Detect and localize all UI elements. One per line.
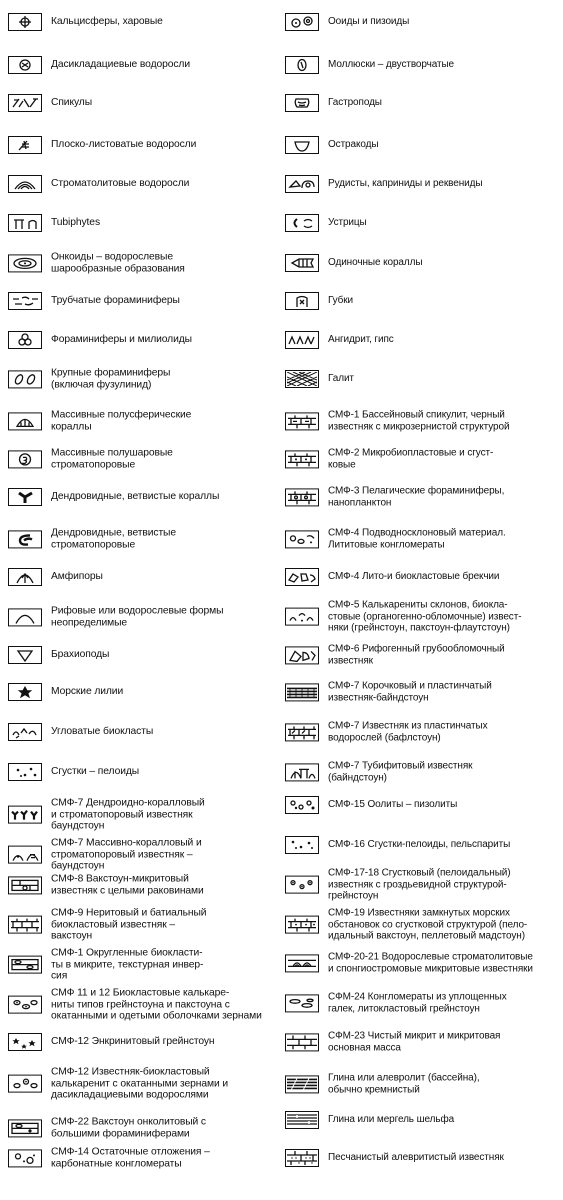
legend-entry	[285, 485, 561, 508]
legend-entry	[8, 723, 284, 741]
shelf-clay-icon	[285, 1111, 319, 1129]
legend-entry-label: Крупные фораминиферы (включая фузулинид)	[51, 367, 171, 390]
legend-entry	[285, 527, 561, 550]
ostracod-icon	[285, 136, 319, 154]
legend-entry-label: СМФ-22 Вакстоун онколитовый с большими фораминиферами	[51, 1116, 206, 1139]
calcisphere-icon	[8, 13, 42, 31]
legend-entry	[285, 175, 561, 193]
smf2-icon	[285, 450, 319, 468]
brachiopod-icon	[8, 646, 42, 664]
legend-entry	[8, 214, 284, 232]
legend-entry-label: СМФ-9 Неритовый и батиальный биокластовый известняк – вакстоун	[51, 907, 207, 942]
smf20-21-icon	[285, 954, 319, 972]
smf14-icon	[8, 1149, 42, 1167]
legend-entry	[285, 720, 561, 743]
legend-entry	[285, 409, 561, 432]
smf6-icon	[285, 646, 319, 664]
legend-entry-label: Амфипоры	[51, 571, 103, 583]
legend-entry-label: Остракоды	[328, 139, 379, 151]
legend-entry-label: СМФ-17-18 Сгустковый (пелоидальный) известняк с гроздьевидной структурой- грейнстоун	[328, 867, 511, 902]
smf19-icon	[285, 916, 319, 934]
legend-entry-label: СМФ-16 Сгустки-пелоиды, пельспариты	[328, 839, 511, 851]
legend-entry-label: Дендровидные, ветвистые строматопоровые	[51, 527, 176, 550]
legend-entry-label: СМФ-7 Тубифитовый известняк (байндстоун)	[328, 760, 473, 783]
legend-entry-label: СМФ-14 Остаточные отложения – карбонатные конгломераты	[51, 1146, 210, 1169]
legend-entry	[8, 1116, 284, 1139]
legend-entry-label: Моллюски – двустворчатые	[328, 59, 455, 71]
amphipora-icon	[8, 568, 42, 586]
legend-entry	[8, 605, 284, 628]
legend-column-left	[8, 0, 284, 1200]
legend-entry-label: Угловатые биокласты	[51, 726, 154, 738]
legend-entry-label: СМФ-7 Массивно-коралловый и строматопоровый известняк – баундстоун	[51, 837, 202, 872]
legend-entry-label: Строматолитовые водоросли	[51, 178, 190, 190]
legend-entry-label: Губки	[328, 295, 354, 307]
legend-entry-label: СФМ-24 Конгломераты из уплощенных галек, литокластовый грейнстоун	[328, 991, 507, 1014]
tubiphytes-icon	[8, 214, 42, 232]
legend-entry	[8, 527, 284, 550]
legend-entry	[8, 838, 284, 873]
foram-icon	[8, 331, 42, 349]
legend-entry	[285, 600, 561, 635]
legend-entry	[8, 798, 284, 833]
legend-entry	[8, 1067, 284, 1102]
legend-entry-label: СМФ-12 Энкринитовый грейнстоун	[51, 1036, 215, 1048]
legend-entry	[8, 1146, 284, 1169]
legend-entry-label: СМФ-7 Корочковый и пластинчатый известняк-байндстоун	[328, 680, 492, 703]
legend-entry	[285, 1030, 561, 1053]
smf12-crinoid-icon	[8, 1033, 42, 1051]
smf17-18-icon	[285, 876, 319, 894]
legend-entry-label: СМФ-3 Пелагические фораминиферы, нанопланктон	[328, 485, 505, 508]
legend-entry-label: Tubiphytes	[51, 217, 100, 229]
legend-entry	[8, 873, 284, 896]
smf7-dendroid-icon	[8, 806, 42, 824]
legend-entry-label: СМФ-8 Вакстоун-микритовый известняк с целыми раковинами	[51, 873, 204, 896]
smf8-icon	[8, 876, 42, 894]
smf7-tubiphytes-icon	[285, 763, 319, 781]
smf16-icon	[285, 836, 319, 854]
ooid-icon	[285, 13, 319, 31]
smf5-icon	[285, 608, 319, 626]
legend-entry	[8, 136, 284, 154]
smf11-12-icon	[8, 996, 42, 1014]
legend-entry-label: Фораминиферы и милиолиды	[51, 334, 192, 346]
legend-entry-label: СФМ-23 Чистый микрит и микритовая основная масса	[328, 1030, 501, 1053]
legend-entry-label: Глина или алевролит (бассейна), обычно кремнистый	[328, 1072, 480, 1095]
clay-siliceous-icon	[285, 1075, 319, 1093]
legend-entry	[8, 251, 284, 274]
smf9-icon	[8, 916, 42, 934]
legend-entry	[285, 568, 561, 586]
legend-entry	[285, 447, 561, 470]
legend-entry-label: СМФ-19 Известняки замкнутых морских обстановок со сгустковой структурой (пело- идальный вакстоун, пеллетовый мадстоун)	[328, 907, 528, 942]
legend-entry-label: СМФ-4 Подводносклоновый материал. Лититовые конгломераты	[328, 527, 506, 550]
legend-entry-label: Галит	[328, 373, 354, 385]
legend-entry-label: СМФ-7 Известняк из пластинчатых водорослей (бафлстоун)	[328, 720, 488, 743]
legend-entry-label: Песчанистый алевритистый известняк	[328, 1152, 504, 1164]
legend-entry-label: СМФ-20-21 Водорослевые строматолитовые и спонгиостромовые микритовые известняки	[328, 951, 533, 974]
legend-entry	[8, 568, 284, 586]
legend-entry	[285, 292, 561, 310]
legend-entry	[285, 796, 561, 814]
smf1-rounded-icon	[8, 956, 42, 974]
legend-entry-label: Рудисты, каприниды и реквениды	[328, 178, 483, 190]
legend-entry-label: СМФ-4 Лито-и биокластовые брекчии	[328, 571, 500, 583]
legend-entry-label: СМФ-5 Калькарениты склонов, биокла- стовые (органогенно-обломочные) извест- няки (грейнстоун, пакстоун-флаутстоун)	[328, 599, 522, 634]
legend-entry	[285, 254, 561, 272]
smf15-icon	[285, 796, 319, 814]
legend-entry-label: Устрицы	[328, 217, 367, 229]
legend-entry	[285, 94, 561, 112]
legend-entry-label: Массивные полушаровые строматопоровые	[51, 447, 173, 470]
oyster-icon	[285, 214, 319, 232]
legend-entry	[285, 1072, 561, 1095]
legend-entry	[285, 136, 561, 154]
legend-entry	[285, 331, 561, 349]
sponge-icon	[285, 292, 319, 310]
legend-entry-label: Ангидрит, гипс	[328, 334, 394, 346]
legend-entry	[285, 991, 561, 1014]
legend-entry	[285, 836, 561, 854]
legend-entry-label: СМФ-2 Микробиопластовые и сгуст- ковые	[328, 447, 494, 470]
legend-entry	[285, 214, 561, 232]
tube-foram-icon	[8, 292, 42, 310]
smf3-icon	[285, 488, 319, 506]
smf12-calcarenite-icon	[8, 1075, 42, 1093]
legend-entry	[285, 868, 561, 903]
legend-entry	[8, 646, 284, 664]
large-foram-icon	[8, 370, 42, 388]
legend-entry-label: Морские лилии	[51, 686, 124, 698]
solitary-coral-icon	[285, 254, 319, 272]
halite-icon	[285, 370, 319, 388]
legend-entry-label: СМФ-6 Рифогенный грубообломочный известняк	[328, 643, 505, 666]
legend-entry-label: СМФ-15 Оолиты – пизолиты	[328, 799, 458, 811]
legend-entry	[8, 908, 284, 943]
legend-entry-label: Дасикладациевые водоросли	[51, 59, 190, 71]
legend-entry	[8, 683, 284, 701]
legend-entry	[285, 951, 561, 974]
smf1-spiculite-icon	[285, 412, 319, 430]
legend-entry	[285, 1149, 561, 1167]
legend-entry	[8, 948, 284, 983]
smf22-icon	[8, 1119, 42, 1137]
legend-entry	[285, 643, 561, 666]
legend-entry-label: СМФ-1 Округленные биокласти- ты в микрите, текстурная инвер- сия	[51, 947, 204, 982]
legend-entry-label: Онкоиды – водорослевые шарообразные образования	[51, 251, 185, 274]
legend-entry-label: Брахиоподы	[51, 649, 110, 661]
legend-entry	[285, 370, 561, 388]
branching-stromatopore-icon	[8, 530, 42, 548]
legend-entry	[8, 1033, 284, 1051]
legend-entry-label: Рифовые или водорослевые формы неопределимые	[51, 605, 224, 628]
rudist-icon	[285, 175, 319, 193]
legend-entry	[8, 331, 284, 349]
legend-entry	[285, 13, 561, 31]
stromatolite-icon	[8, 175, 42, 193]
peloid-icon	[8, 763, 42, 781]
angular-bioclast-icon	[8, 723, 42, 741]
legend-entry	[8, 447, 284, 470]
smf7-crust-icon	[285, 683, 319, 701]
gastropod-icon	[285, 94, 319, 112]
legend-entry-label: Сгустки – пелоиды	[51, 766, 140, 778]
legend-entry-label: Кальцисферы, харовые	[51, 16, 163, 28]
legend-entry	[285, 1111, 561, 1129]
legend-entry	[8, 988, 284, 1023]
legend-entry	[8, 488, 284, 506]
legend-entry	[8, 13, 284, 31]
smf7-massive-icon	[8, 846, 42, 864]
legend-entry	[8, 175, 284, 193]
sfm24-icon	[285, 994, 319, 1012]
branching-coral-icon	[8, 488, 42, 506]
legend-entry-label: Массивные полусферические кораллы	[51, 409, 192, 432]
legend-entry-label: Плоско-листоватые водоросли	[51, 139, 197, 151]
legend-entry-label: Спикулы	[51, 97, 93, 109]
legend-entry	[285, 680, 561, 703]
legend-entry-label: Ооиды и пизоиды	[328, 16, 410, 28]
legend-entry-label: Гастроподы	[328, 97, 382, 109]
reef-form-icon	[8, 608, 42, 626]
legend-entry	[8, 56, 284, 74]
sandy-limestone-icon	[285, 1149, 319, 1167]
dasyclad-icon	[8, 56, 42, 74]
spicule-icon	[8, 94, 42, 112]
legend-entry	[285, 56, 561, 74]
oncoid-icon	[8, 254, 42, 272]
legend-entry-label: СМФ-7 Дендроидно-коралловый и строматопоровый известняк баундстоун	[51, 797, 205, 832]
legend-entry-label: СМФ 11 и 12 Биокластовые калькаре- ниты типов грейнстоуна и пакстоуна с окатанными и одетыми оболочками зернами	[51, 987, 262, 1022]
legend-entry	[8, 763, 284, 781]
legend-entry-label: СМФ-1 Бассейновый спикулит, черный известняк с микрозернистой структурой	[328, 409, 510, 432]
smf4-breccia-icon	[285, 568, 319, 586]
legend-entry	[8, 292, 284, 310]
crinoid-icon	[8, 683, 42, 701]
hemisphere-coral-icon	[8, 412, 42, 430]
smf7-bafflestone-icon	[285, 723, 319, 741]
legend-entry-label: СМФ-12 Известняк-биокластовый калькаренит с окатанными зернами и дасикладациевыми водорослями	[51, 1066, 229, 1101]
smf4-slope-icon	[285, 530, 319, 548]
anhydrite-icon	[285, 331, 319, 349]
sfm23-icon	[285, 1033, 319, 1051]
legend-entry-label: Дендровидные, ветвистые кораллы	[51, 491, 220, 503]
legend-column-right	[285, 0, 561, 1200]
stromatopore-icon	[8, 450, 42, 468]
legend-entry-label: Глина или мергель шельфа	[328, 1114, 455, 1126]
legend-entry-label: Одиночные кораллы	[328, 257, 423, 269]
legend-entry	[285, 908, 561, 943]
leaf-alga-icon	[8, 136, 42, 154]
legend-entry	[8, 94, 284, 112]
legend-entry	[285, 760, 561, 783]
bivalve-icon	[285, 56, 319, 74]
legend-entry-label: Трубчатые фораминиферы	[51, 295, 180, 307]
legend-entry	[8, 409, 284, 432]
legend-entry	[8, 367, 284, 390]
